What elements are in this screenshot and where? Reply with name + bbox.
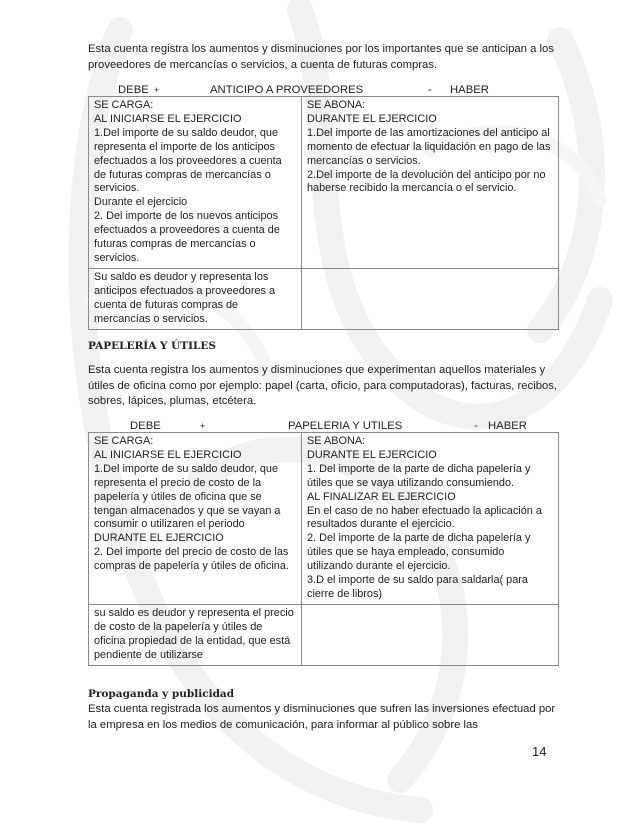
credit-item: 1.Del importe de las amortizaciones del anticipo al momento de efectuar la liquidación en pago de las mercancías o servicios. [307, 126, 551, 167]
debit-period: AL INICIARSE EL EJERCICIO [94, 448, 242, 461]
minus-sign: - [474, 420, 478, 432]
debit-item: 2. Del importe del precio de costo de las compras de papelería y útiles de oficina. [94, 546, 289, 573]
account-title: ANTICIPO A PROVEEDORES [210, 84, 364, 96]
haber-label: HABER [488, 420, 527, 432]
credit-item: 2. Del importe de la parte de dicha papelería y útiles que se haya empleado, consumido utilizando durante el ejercicio. [307, 532, 531, 573]
empty-cell [302, 268, 559, 329]
credit-item: 2.Del importe de la devolución del anticipo por no haberse recibido la mercancía o el servicio. [307, 168, 546, 195]
credit-item: 1. Del importe de la parte de dicha papelería y útiles que se vaya utilizando consumiendo. [307, 462, 531, 489]
balance-cell [89, 604, 302, 665]
plus-sign: + [154, 85, 160, 95]
credit-column [302, 97, 559, 269]
credit-period: DURANTE EL EJERCICIO [307, 448, 437, 461]
debit-heading: SE CARGA: [94, 99, 154, 111]
plus-sign: + [200, 421, 206, 431]
page-number: 14 [532, 744, 547, 759]
credit-period: DURANTE EL EJERCICIO [307, 112, 437, 125]
debit-item: 1.Del importe de su saldo deudor, que representa el precio de costo de la papelería y útiles de oficina que se tengan almacenados y que se vayan a consumir o utilizaren el periodo [94, 462, 281, 531]
credit-period: AL FINALIZAR EL EJERCICIO [307, 490, 456, 503]
intro-paragraph: Esta cuenta registrada los aumentos y disminuciones que sufren las inversiones efectuad por la empresa en los medios de comunicación, para informar al público sobre las [88, 703, 556, 731]
debit-item: 2. Del importe de los nuevos anticipos efectuados a proveedores a cuenta de futuras compras de mercancías o servicios. [94, 210, 280, 264]
t-account-table [88, 96, 559, 330]
credit-heading: SE ABONA: [307, 435, 366, 447]
debit-period: Durante el ejercicio [94, 196, 188, 209]
debit-column [89, 97, 302, 269]
balance-text: Su saldo es deudor y representa los anticipos efectuados a proveedores a cuenta de futuras compras de mercancías o servicios. [94, 270, 276, 325]
haber-label: HABER [450, 84, 489, 96]
credit-item: 3.D el importe de su saldo para saldarla( para cierre de libros) [307, 574, 528, 600]
debe-label: DEBE [130, 420, 161, 432]
credit-heading: SE ABONA: [307, 99, 366, 111]
minus-sign: - [428, 84, 432, 96]
t-account-table [88, 432, 559, 666]
balance-text: su saldo es deudor y representa el precio de costo de la papelería y útiles de oficina propiedad de la entidad, que está pendiente de utilizarse [94, 606, 294, 661]
account-title: PAPELERIA Y UTILES [288, 420, 403, 432]
section-heading: PAPELERÍA Y ÚTILES [88, 340, 217, 352]
debit-period: DURANTE EL EJERCICIO [94, 532, 224, 545]
section-heading: Propaganda y publicidad [88, 688, 235, 700]
credit-column [302, 433, 559, 605]
intro-paragraph: Esta cuenta registra los aumentos y disminuciones por los importantes que se anticipan a los proveedores de mercancías o servicios, a cuenta de futuras compras. [88, 43, 554, 71]
empty-cell [302, 604, 559, 665]
debe-label: DEBE [118, 84, 149, 96]
credit-item: En el caso de no haber efectuado la aplicación a resultados durante el ejercicio. [307, 504, 542, 531]
intro-paragraph: Esta cuenta registra los aumentos y disminuciones que experimentan aquellos materiales y útiles de oficina como por ejemplo: papel (carta, oficio, para computadoras), facturas, recibos, sobres, lápices, plumas, etcétera. [88, 364, 558, 408]
debit-heading: SE CARGA: [94, 435, 154, 447]
balance-cell [89, 268, 302, 329]
debit-column [89, 433, 302, 605]
debit-item: 1.Del importe de su saldo deudor, que representa el importe de los anticipos efectuados a los proveedores a cuenta de futuras compras de mercancías o servicios. [94, 126, 282, 195]
debit-period: AL INICIARSE EL EJERCICIO [94, 112, 242, 125]
